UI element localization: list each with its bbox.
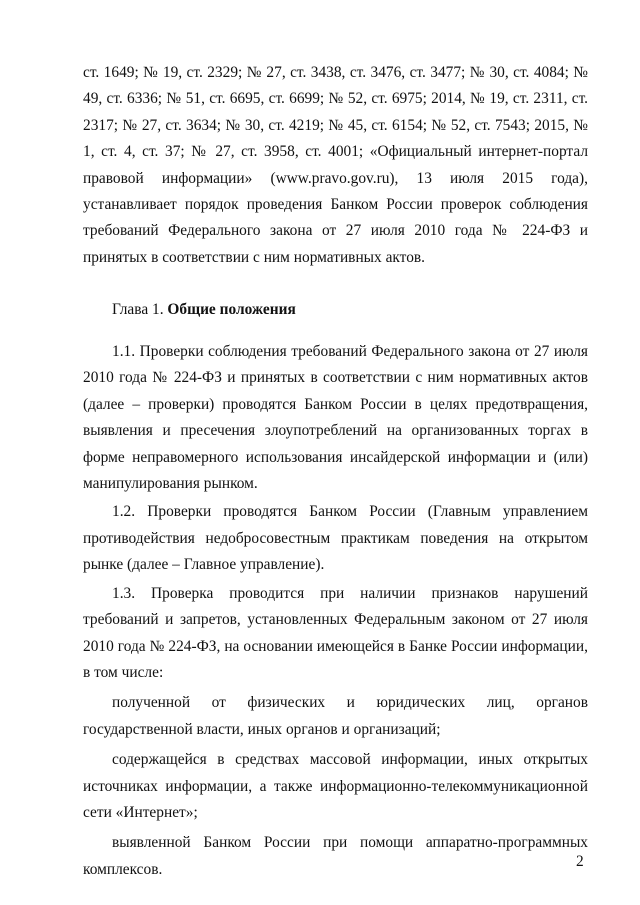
intro-paragraph: ст. 1649; № 19, ст. 2329; № 27, ст. 3438, ст. 3476, ст. 3477; № 30, ст. 4084; № 49, ст. 6336; № 51, ст. 6695, ст. 6699; № 52, ст. 6975; 2014, № 19, ст. 2311, ст. 2317; № 27, ст. 3634; № 30, ст. 4219; № 45, ст. 6154; № 52, ст. 7543; 2015, № 1, ст. 4, ст. 37; № 27, ст. 3958, ст. 4001; «Официальный интернет-портал правовой информации» (www.pravo.gov.ru), 13 июля 2015 года), устанавливает порядок проведения Банком России проверок соблюдения требований Федерального закона от 27 июля 2010 года № 224-ФЗ и принятых в соответствии с ним нормативных актов. xyxy=(83,64,588,266)
chapter-heading xyxy=(83,297,588,323)
chapter-prefix: Глава 1. xyxy=(112,301,164,319)
clause-1-3: 1.3. Проверка проводится при наличии признаков нарушений требований и запретов, установленных Федеральным законом от 27 июля 2010 года № 224-ФЗ, на основании имеющейся в Банке России информации, в том числе: xyxy=(83,584,588,681)
list-item-physical-legal-persons: полученной от физических и юридических лиц, органов государственной власти, иных органов и организаций; xyxy=(83,694,588,738)
clause-1-2: 1.2. Проверки проводятся Банком России (Главным управлением противодействия недобросовестным практикам поведения на открытом рынке (далее – Главное управление). xyxy=(83,503,588,574)
list-item-mass-media: содержащейся в средствах массовой информации, иных открытых источниках информации, а также информационно-телекоммуникационной сети «Интернет»; xyxy=(83,751,588,821)
page-number: 2 xyxy=(576,853,584,870)
chapter-title: Общие положения xyxy=(167,301,296,319)
clause-1-1: 1.1. Проверки соблюдения требований Федерального закона от 27 июля 2010 года № 224-ФЗ и принятых в соответствии с ним нормативных актов (далее – проверки) проводятся Банком России в целях предотвращения, выявления и пресечения злоупотреблений на организованных торгах в форме неправомерного использования инсайдерской информации и (или) манипулирования рынком. xyxy=(83,343,588,493)
list-item-hardware-software: выявленной Банком России при помощи аппаратно-программных комплексов. xyxy=(83,834,588,878)
document-page xyxy=(83,60,588,883)
